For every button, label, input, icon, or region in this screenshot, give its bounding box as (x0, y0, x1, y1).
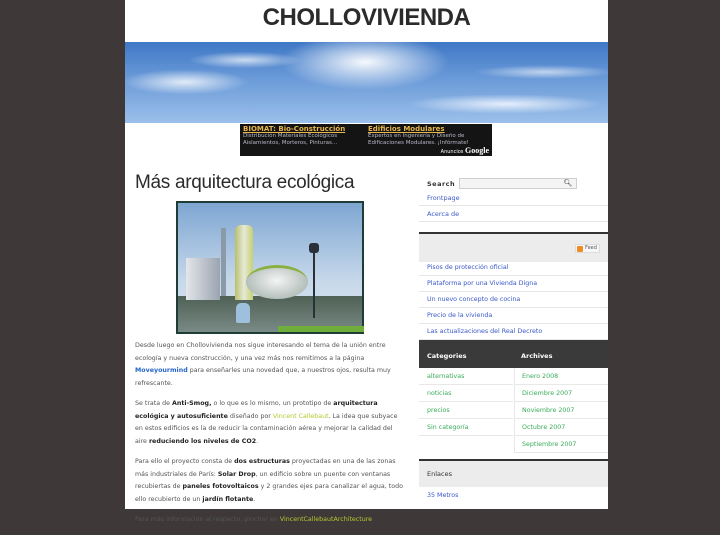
archive-link[interactable]: Octubre 2007 (514, 419, 608, 436)
moveyourmind-link[interactable]: Moveyourmind (135, 367, 188, 374)
page-link-frontpage[interactable]: Frontpage (419, 190, 608, 206)
categories-archives-header (419, 340, 608, 368)
page-container (125, 0, 608, 523)
ad-title[interactable]: Edificios Modulares (368, 125, 445, 133)
recent-post-link[interactable]: Pisos de protección oficial (419, 260, 608, 276)
recent-post-link[interactable]: Las actualizaciones del Real Decreto (419, 324, 608, 340)
search-input[interactable] (459, 178, 577, 189)
google-logo: Google (465, 146, 489, 155)
archive-link[interactable]: Noviembre 2007 (514, 402, 608, 419)
categories-title: Categories (427, 352, 467, 360)
ads-label: Anuncios (440, 149, 464, 155)
search-label: Search (427, 180, 456, 188)
header-banner-sky-image (125, 42, 608, 123)
page-link-acerca-de[interactable]: Acerca de (419, 206, 608, 222)
feed-box (419, 234, 608, 262)
ad-desc: Aislamientos, Morteros, Pinturas... (243, 140, 338, 146)
archive-link[interactable]: Diciembre 2007 (514, 385, 608, 402)
ad-item[interactable] (243, 125, 368, 147)
category-link[interactable]: precios (419, 402, 513, 419)
category-link[interactable]: Sin categoría (419, 419, 513, 436)
archives-title: Archives (521, 352, 553, 360)
post-paragraph: Para más información al respecto, pinchar en VincentCallebautArchitecture (135, 516, 373, 523)
site-title[interactable]: CHOLLOVIVIENDA (262, 4, 471, 31)
recent-post-link[interactable]: Un nuevo concepto de cocina (419, 292, 608, 308)
post-image-anti-smog[interactable] (176, 201, 364, 334)
post-paragraph: Desde luego en Chollovivienda nos sigue interesando el tema de la unión entre ecología y nueva construcción, y una vez más nos remitimos a la página Moveyourmind para enseñarles una novedad que, a nuestros ojos, resulta muy refrescante. (135, 342, 391, 387)
ad-item[interactable] (368, 125, 493, 147)
post-body (135, 340, 405, 535)
main-content (135, 172, 405, 523)
post-paragraph: Se trata de Anti-Smog, o lo que es lo mismo, un prototipo de arquitectura ecológica y autosuficiente diseñado por Vincent Callebaut. La idea que subyace en estos edificios es la de reducir la contaminación aérea y mejorar la calidad del aire reduciendo los niveles de CO2. (135, 400, 398, 445)
ad-title[interactable]: BIOMAT: Bio-Construcción (243, 125, 346, 133)
post-paragraph: Para ello el proyecto consta de dos estructuras proyectadas en una de las zonas más industriales de París: Solar Drop, un edificio sobre un puente con ventanas recubiertas de paneles fotovoltaicos y 2 grandes ejes para canalizar el agua, todo ello recubierto de un jardín flotante. (135, 458, 403, 503)
post-title[interactable]: Más arquitectura ecológica (135, 172, 355, 193)
archive-link[interactable]: Enero 2008 (514, 368, 608, 385)
ad-desc: Edificaciones Modulares. ¡Infórmate! (368, 140, 469, 146)
ad-desc: Expertos en Ingeniería y Diseño de (368, 133, 465, 139)
links-title: Enlaces (419, 461, 608, 487)
search-form (427, 178, 607, 190)
rss-icon (577, 246, 583, 252)
vincent-callebaut-architecture-link[interactable]: VincentCallebautArchitecture (279, 516, 373, 523)
magnifier-icon[interactable]: 🔍︎ (563, 179, 573, 187)
archive-link[interactable]: Septiembre 2007 (514, 436, 608, 453)
google-ads-bar (240, 124, 492, 156)
category-link[interactable]: alternativas (419, 368, 513, 385)
blogroll-link[interactable]: 35 Metros (427, 492, 459, 499)
rss-feed-button[interactable] (575, 244, 600, 253)
recent-post-link[interactable]: Precio de la vivienda (419, 308, 608, 324)
ad-desc: Distribución Materiales Ecológicos (243, 133, 338, 139)
ads-by-google-link[interactable] (441, 146, 489, 155)
recent-post-link[interactable]: Plataforma por una Vivienda Digna (419, 276, 608, 292)
feed-label: Feed (585, 245, 597, 251)
category-link[interactable]: noticias (419, 385, 513, 402)
vincent-callebaut-link[interactable]: Vincent Callebaut (272, 412, 329, 420)
